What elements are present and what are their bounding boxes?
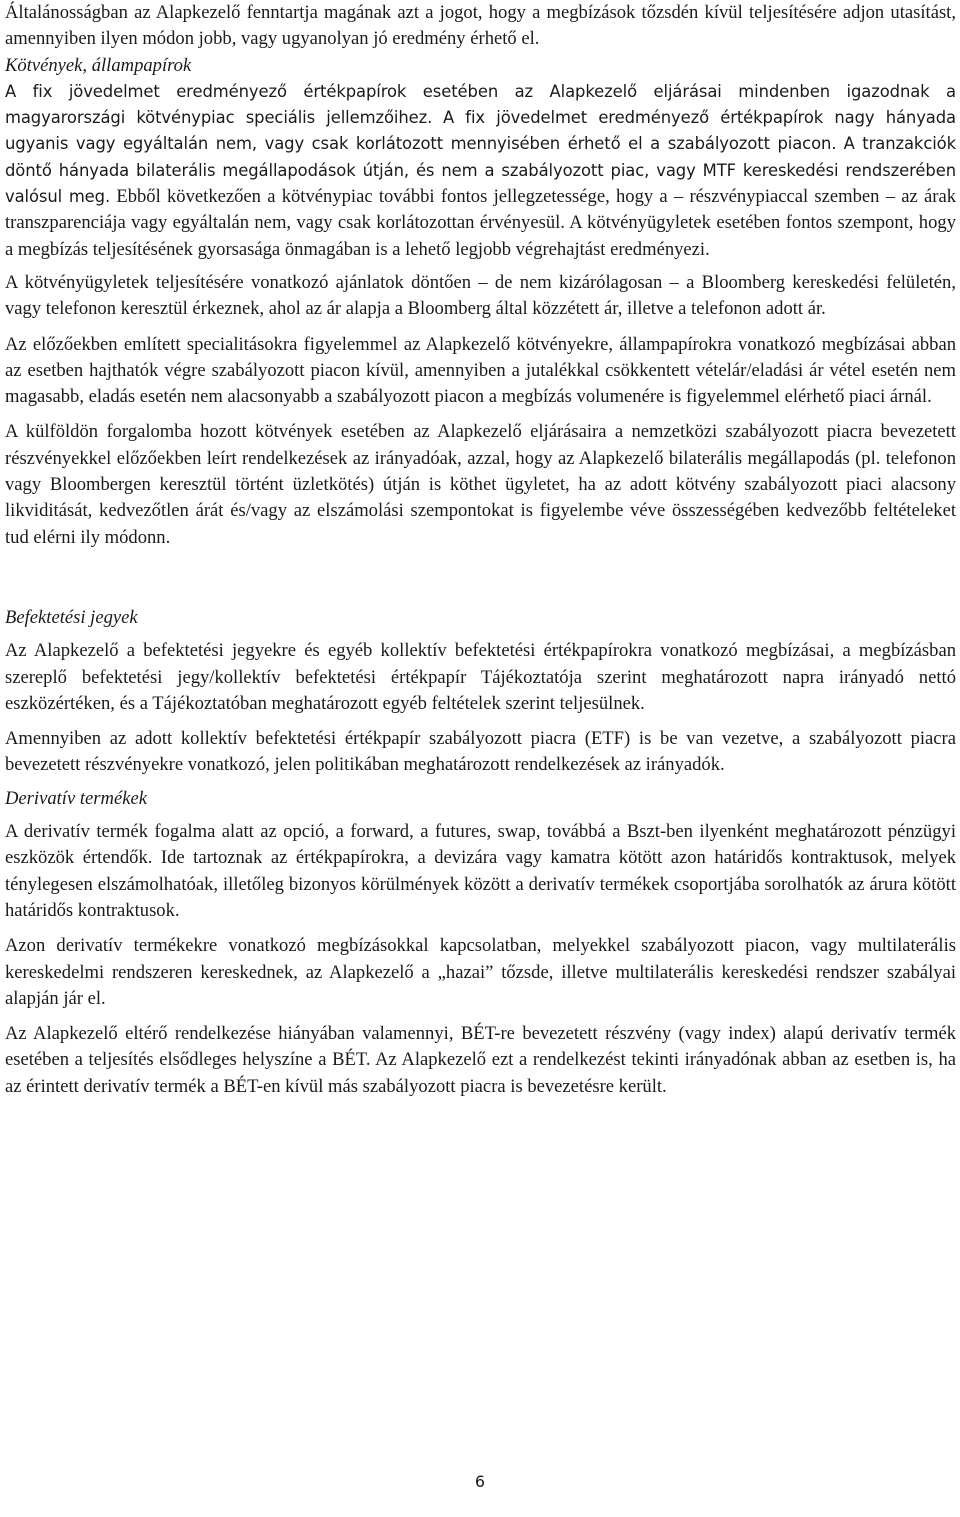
paragraph-otc-execution: Általánosságban az Alapkezelő fenntartja magának azt a jogot, hogy a megbízások tőzsdén kívül teljesítésére adjon utasítást, amennyiben ilyen módon jobb, vagy ugyanolyan jó eredmény érhető el. bbox=[5, 2, 956, 50]
heading-derivatives: Derivatív termékek bbox=[5, 787, 147, 809]
bonds-market-sentence: A fix jövedelmet eredményező értékpapírok nagy hányada ugyanis vagy egyáltalán nem, vagy csak korlátozott mennyisében érhető el a szabályozott piacon. bbox=[5, 108, 957, 154]
paragraph-derivatives-definition: A derivatív termék fogalma alatt az opció, a forward, a futures, swap, továbbá a Bszt-ben ilyenként meghatározott pénzügyi eszközök értendők. Ide tartoznak az értékpapírokra, a devizára vagy kamatra kötött azon határidős kontraktusok, melyek ténylegesen elszámolhatóak, illetőleg bizonyos körülmények között a derivatív termékek csoportjába sorolhatók az árura kötött határidős kontraktusok. bbox=[5, 821, 956, 921]
heading-bonds: Kötvények, állampapírok bbox=[5, 54, 192, 76]
paragraph-investment-units: Az Alapkezelő a befektetési jegyekre és egyéb kollektív befektetési értékpapírokra vonatkozó megbízásai, a megbízásban szereplő befektetési jegy/kollektív befektetési értékpapír Tájékoztatója szerint meghatározott napra irányadó nettó eszközértéken, és a Tájékoztatóban meghatározott egyéb feltételek szerint teljesülnek. bbox=[5, 640, 956, 714]
heading-investment-units: Befektetési jegyek bbox=[5, 606, 138, 628]
bonds-bilateral-sentence: A tranzakciók döntő hányada bilaterális megállapodások útján, és nem a szabályozott piac, vagy MTF kereskedési rendszerében valósul meg. bbox=[5, 134, 957, 207]
paragraph-foreign-bonds: A külföldön forgalomba hozott kötvények esetében az Alapkezelő eljárásaira a nemzetközi szabályozott piacra bevezetett részvényekkel előzőekben leírt rendelkezések az irányadóak, azzal, hogy az Alapkezelő bilaterális megállapodás (pl. telefonon vagy Bloombergen keresztül történt üzletkötés) útján is köthet ügyletet, ha az adott kötvény szabályozott piaci alacsony likviditását, kedvezőtlen árát és/vagy az elszámolási szempontokat is figyelembe véve összességében kedvezőbb feltételeket tud elérni ily módonn. bbox=[5, 421, 956, 548]
paragraph-derivatives-trading: Azon derivatív termékekre vonatkozó megbízásokkal kapcsolatban, melyekkel szabályozott piacon, vagy multilaterális kereskedelmi rendszeren kereskednek, az Alapkezelő a „hazai” tőzsde, illetve multilaterális kereskedési rendszer szabályai alapján jár el. bbox=[5, 935, 956, 1009]
paragraph-etf: Amennyiben az adott kollektív befektetési értékpapír szabályozott piacra (ETF) is be van vezetve, a szabályozott piacra bevezetett részvényekre vonatkozó, jelen politikában meghatározott rendelkezések az irányadók. bbox=[5, 728, 956, 776]
page-number: 6 bbox=[474, 1472, 486, 1491]
paragraph-bet-derivatives: Az Alapkezelő eltérő rendelkezése hiányában valamennyi, BÉT-re bevezetett részvény (vagy index) alapú derivatív termék esetében a teljesítés elsődleges helyszíne a BÉT. Az Alapkezelő ezt a rendelkezést tekinti irányadónak abban az esetben is, ha az érintett derivatív termék a BÉT-en kívül más szabályozott piacra is bevezetésre került. bbox=[5, 1023, 956, 1097]
paragraph-bonds-intro bbox=[5, 79, 956, 263]
bonds-transparency-sentence: Ebből következően a kötvénypiac további fontos jellegzetessége, hogy a – részvénypiaccal szemben – az árak transzparenciája vagy egyáltalán nem, vagy csak korlátozottan érvényesül. bbox=[5, 186, 957, 234]
bonds-speed-sentence: A kötvényügyletek esetében fontos szempont, hogy a megbízás teljesítésének gyorsasága önmagában is a lehető legjobb végrehajtást eredményezi. bbox=[5, 212, 956, 260]
bonds-intro-sentence: A fix jövedelmet eredményező értékpapírok esetében az Alapkezelő eljárásai mindenben igazodnak a magyarországi kötvénypiac speciális jellemzőihez. bbox=[5, 81, 956, 128]
paragraph-bloomberg: A kötvényügyletek teljesítésére vonatkozó ajánlatok döntően – de nem kizárólagosan – a Bloomberg kereskedési felületén, vagy telefonon keresztül érkeznek, ahol az ár alapja a Bloomberg által közzétett ár, illetve a telefonon adott ár. bbox=[5, 271, 956, 320]
paragraph-specialities: Az előzőekben említett specialitásokra figyelemmel az Alapkezelő kötvényekre, állampapírokra vonatkozó megbízásai abban az esetben hajthatók végre szabályozott piacon kívül, amennyiben a jutalékkal csökkentett vételár/eladási ár vétel esetén nem magasabb, eladás esetén nem alacsonyabb a szabályozott piacon a megbízás volumenére is figyelemmel elérhető piaci árnál. bbox=[5, 333, 956, 408]
